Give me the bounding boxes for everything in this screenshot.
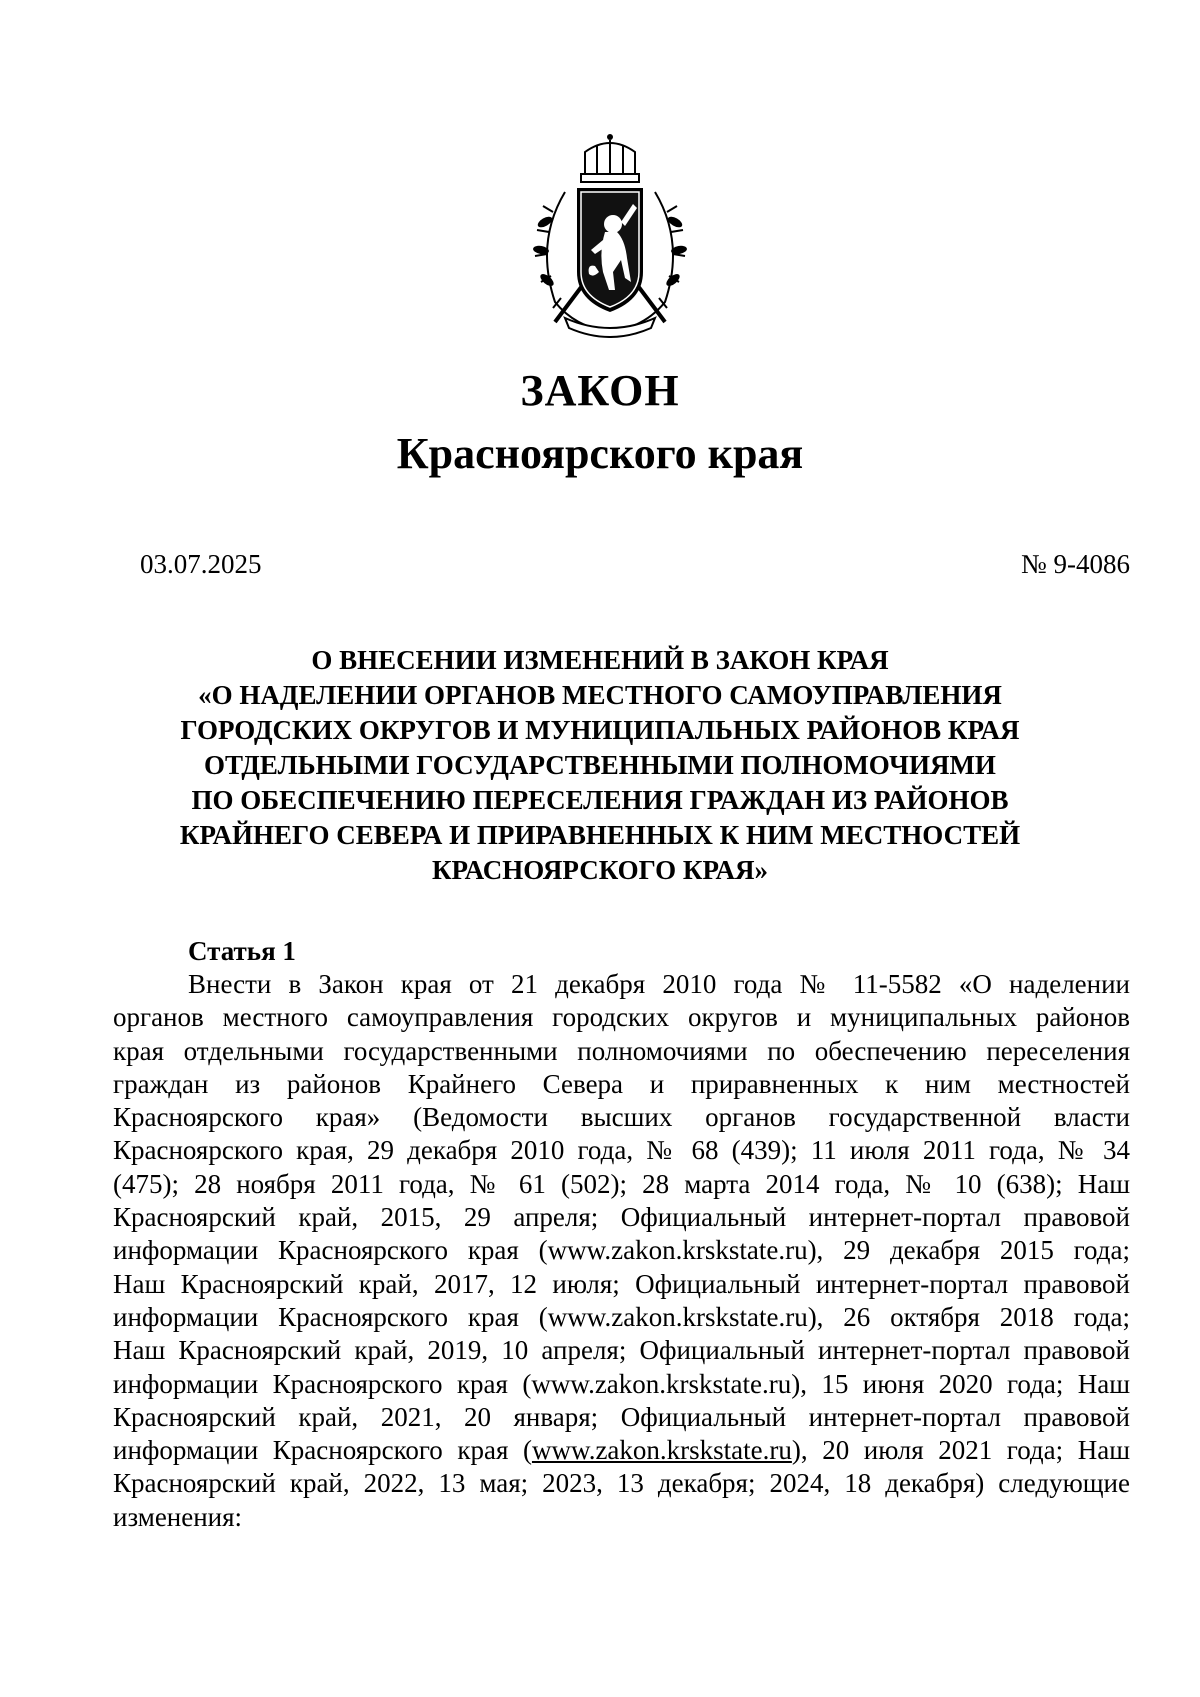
body-line: Красноярский край, 2015, 29 апреля; Официальный интернет-портал правовой [113,1202,1130,1233]
link-line-after: ), 20 июля 2021 года; Наш [791,1435,1131,1466]
document-number: № 9-4086 [1020,549,1130,579]
document-meta [140,548,1130,580]
body-line: органов местного самоуправления городских округов и муниципальных районов [113,1002,1130,1033]
body-line: информации Красноярского края (www.zakon.krskstate.ru), 29 декабря 2015 года; [113,1235,1130,1266]
body-line-with-link [113,1434,1130,1467]
body-line: Красноярский край, 2022, 13 мая; 2023, 13 декабря; 2024, 18 декабря) следующие [113,1468,1130,1499]
heading-line: ОТДЕЛЬНЫМИ ГОСУДАРСТВЕННЫМИ ПОЛНОМОЧИЯМИ [204,750,996,780]
body-line: (475); 28 ноября 2011 года, № 61 (502); 28 марта 2014 года, № 10 (638); Наш [113,1168,1130,1199]
body-line: информации Красноярского края (www.zakon.krskstate.ru), 15 июня 2020 года; Наш [113,1368,1130,1399]
law-heading [150,643,1050,888]
heading-line: ГОРОДСКИХ ОКРУГОВ И МУНИЦИПАЛЬНЫХ РАЙОНОВ КРАЯ [180,715,1020,745]
heading-line: КРАЙНЕГО СЕВЕРА И ПРИРАВНЕННЫХ К НИМ МЕСТНОСТЕЙ [179,820,1021,850]
body-line: Наш Красноярский край, 2017, 12 июля; Официальный интернет-портал правовой [113,1268,1130,1299]
body-line: Красноярского края, 29 декабря 2010 года, № 68 (439); 11 июля 2011 года, № 34 [113,1135,1130,1166]
body-line: Наш Красноярский край, 2019, 10 апреля; Официальный интернет-портал правовой [113,1335,1130,1366]
body-line: изменения: [113,1501,243,1532]
document-title: ЗАКОН [520,366,680,415]
body-line: края отдельными государственными полномочиями по обеспечению переселения [113,1035,1130,1066]
body-line: граждан из районов Крайнего Севера и приравненных к ним местностей [113,1068,1130,1099]
link-line-before: информации Красноярского края ( [113,1435,532,1466]
coat-of-arms-icon [525,132,695,338]
body-line: Внести в Закон края от 21 декабря 2010 года № 11-5582 «О наделении [188,969,1130,999]
article-body [113,968,1130,1534]
heading-line: О ВНЕСЕНИИ ИЗМЕНЕНИЙ В ЗАКОН КРАЯ [311,645,889,675]
heading-line: «О НАДЕЛЕНИИ ОРГАНОВ МЕСТНОГО САМОУПРАВЛЕНИЯ [198,680,1002,710]
article-title: Статья 1 [188,936,296,966]
document-subtitle: Красноярского края [396,429,804,478]
body-line: Красноярского края» (Ведомости высших органов государственной власти [113,1102,1130,1133]
body-line: информации Красноярского края (www.zakon.krskstate.ru), 26 октября 2018 года; [113,1301,1130,1332]
zakon-portal-link[interactable]: www.zakon.krskstate.ru [531,1435,792,1466]
heading-line: ПО ОБЕСПЕЧЕНИЮ ПЕРЕСЕЛЕНИЯ ГРАЖДАН ИЗ РАЙОНОВ [191,785,1009,815]
document-date: 03.07.2025 [140,549,262,579]
heading-line: КРАСНОЯРСКОГО КРАЯ» [431,855,769,885]
body-line: Красноярский край, 2021, 20 января; Официальный интернет-портал правовой [113,1401,1130,1432]
